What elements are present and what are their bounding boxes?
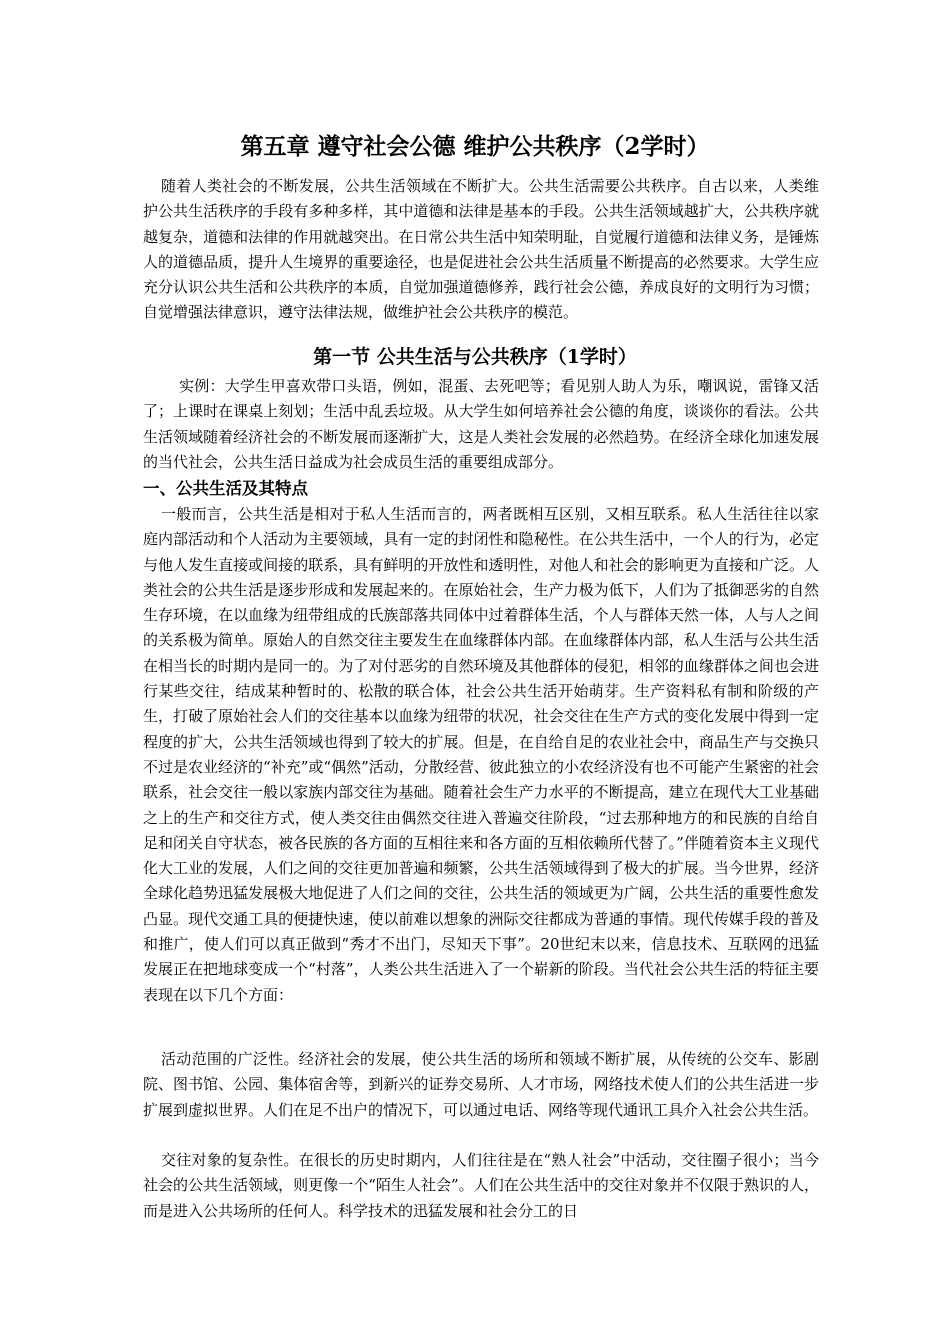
body-paragraph-interaction-complexity: 交往对象的复杂性。在很长的历史时期内，人们往往是在“熟人社会”中活动，交往圈子很小；当今社会的公共生活领域，则更像一个“陌生人社会”。人们在公共生活中的交往对象并不仅限于熟识的人，而是进入公共场所的任何人。科学技术的迅猛发展和社会分工的日 — [143, 1151, 819, 1220]
body-paragraph-activity-scope: 活动范围的广泛性。经济社会的发展，使公共生活的场所和领域不断扩展，从传统的公交车、影剧院、图书馆、公园、集体宿舍等，到新兴的证券交易所、人才市场，网络技术使人们的公共生活进一步扩展到虚拟世界。人们在足不出户的情况下，可以通过电话、网络等现代通讯工具介入社会公共生活。 — [143, 1050, 819, 1119]
example-paragraph: 实例：大学生甲喜欢带口头语，例如，混蛋、去死吧等；看见别人助人为乐，嘲讽说，雷锋又活了；上课时在课桌上刻划；生活中乱丢垃圾。从大学生如何培养社会公德的角度，谈谈你的看法。公共生活领域随着经济社会的不断发展而逐渐扩大，这是人类社会发展的必然趋势。在经济全球化加速发展的当代社会，公共生活日益成为社会成员生活的重要组成部分。 — [143, 377, 819, 471]
section-title: 第一节 公共生活与公共秩序（1学时） — [313, 346, 637, 368]
chapter-title: 第五章 遵守社会公德 维护公共秩序（2学时） — [240, 133, 710, 160]
chapter-intro-paragraph: 随着人类社会的不断发展，公共生活领域在不断扩大。公共生活需要公共秩序。自古以来，人类维护公共生活秩序的手段有多种多样，其中道德和法律是基本的手段。公共生活领域越扩大，公共秩序就越复杂，道德和法律的作用就越突出。在日常公共生活中知荣明耻，自觉履行道德和法律义务，是锤炼人的道德品质，提升人生境界的重要途径，也是促进社会公共生活质量不断提高的必然要求。大学生应充分认识公共生活和公共秩序的本质，自觉加强道德修养，践行社会公德，养成良好的文明行为习惯；自觉增强法律意识，遵守法律法规，做维护社会公共秩序的模范。 — [143, 177, 819, 322]
body-paragraph-public-life: 一般而言，公共生活是相对于私人生活而言的，两者既相互区别，又相互联系。私人生活往往以家庭内部活动和个人活动为主要领域，具有一定的封闭性和隐秘性。在公共生活中，一个人的行为，必定与他人发生直接或间接的联系，具有鲜明的开放性和透明性，对他人和社会的影响更为直接和广泛。人类社会的公共生活是逐步形成和发展起来的。在原始社会，生产力极为低下，人们为了抵御恶劣的自然生存环境，在以血缘为纽带组成的氏族部落共同体中过着群体生活，个人与群体天然一体，人与人之间的关系极为简单。原始人的自然交往主要发生在血缘群体内部。在血缘群体内部，私人生活与公共生活在相当长的时期内是同一的。为了对付恶劣的自然环境及其他群体的侵犯，相邻的血缘群体之间也会进行某些交往，结成某种暂时的、松散的联合体，社会公共生活开始萌芽。生产资料私有制和阶级的产生，打破了原始社会人们的交往基本以血缘为纽带的状况，社会交往在生产方式的变化发展中得到一定程度的扩大，公共生活领域也得到了较大的扩展。但是，在自给自足的农业社会中，商品生产与交换只不过是农业经济的“补充”或“偶然”活动，分散经营、彼此独立的小农经济没有也不可能产生紧密的社会联系，社会交往一般以家族内部交往为基础。随着社会生产力水平的不断提高，建立在现代大工业基础之上的生产和交往方式，使人类交往由偶然交往进入普遍交往阶段，“过去那种地方的和民族的自给自足和闭关自守状态，被各民族的各方面的互相往来和各方面的互相依赖所代替了。”伴随着资本主义现代化大工业的发展，人们之间的交往更加普遍和频繁，公共生活领域得到了极大的扩展。当今世界，经济全球化趋势迅猛发展极大地促进了人们之间的交往，公共生活的领域更为广阔，公共生活的重要性愈发凸显。现代交通工具的便捷快速，使以前难以想象的洲际交往都成为普通的事情。现代传媒手段的普及和推广，使人们可以真正做到“秀才不出门，尽知天下事”。20世纪末以来，信息技术、互联网的迅猛发展正在把地球变成一个“村落”，人类公共生活进入了一个崭新的阶段。当代社会公共生活的特征主要表现在以下几个方面： — [143, 505, 819, 1004]
subsection-heading: 一、公共生活及其特点 — [143, 479, 308, 498]
